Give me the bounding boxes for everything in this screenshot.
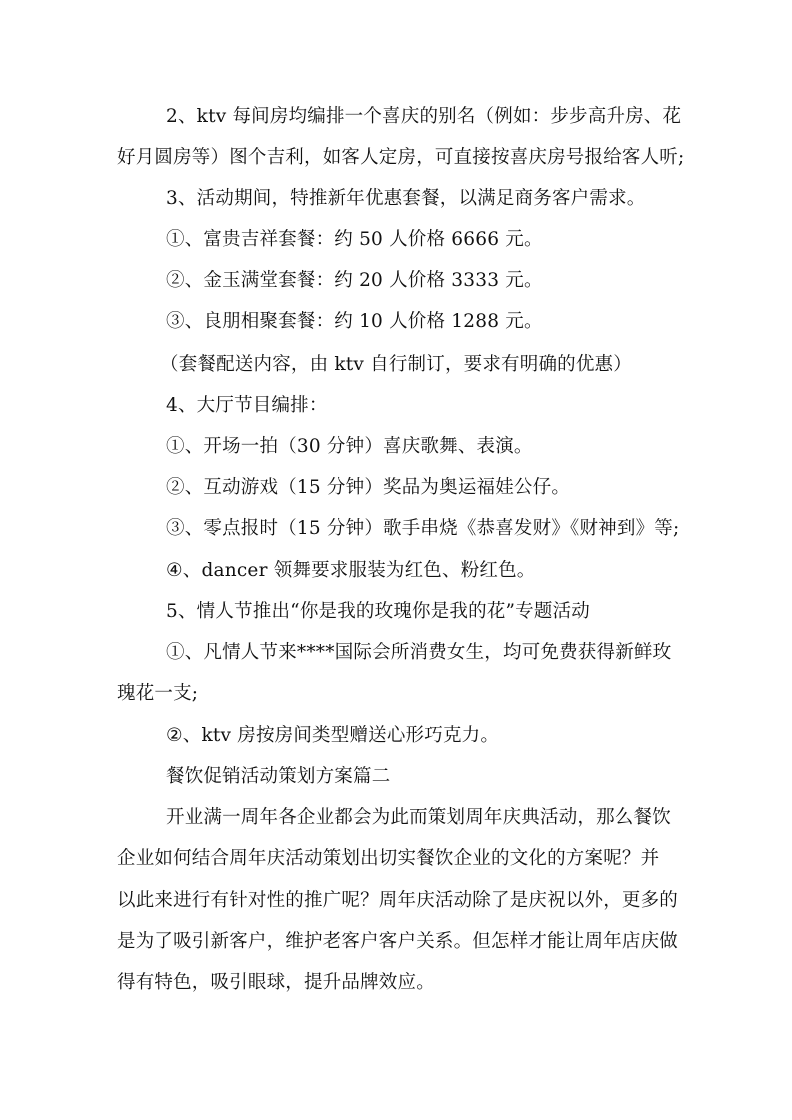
text-line-21: 是为了吸引新客户，维护老客户客户关系。但怎样才能让周年店庆做 <box>117 931 679 952</box>
text-line-16: ②、ktv 房按房间类型赠送心形巧克力。 <box>166 725 500 746</box>
text-line-15: 瑰花一支; <box>117 683 199 704</box>
text-line-1: 2、ktv 每间房均编排一个喜庆的别名（例如：步步高升房、花 <box>166 106 682 127</box>
text-line-7: （套餐配送内容，由 ktv 自行制订，要求有明确的优惠） <box>160 354 632 375</box>
text-line-19: 企业如何结合周年庆活动策划出切实餐饮企业的文化的方案呢？并 <box>117 848 660 869</box>
text-line-6: ③、良朋相聚套餐：约 10 人价格 1288 元。 <box>166 311 543 332</box>
text-line-3: 3、活动期间，特推新年优惠套餐，以满足商务客户需求。 <box>166 188 646 209</box>
text-line-2: 好月圆房等）图个吉利，如客人定房，可直接按喜庆房号报给客人听; <box>117 147 685 168</box>
text-line-11: ③、零点报时（15 分钟）歌手串烧《恭喜发财》《财神到》等; <box>166 518 680 539</box>
text-line-22: 得有特色，吸引眼球，提升品牌效应。 <box>117 972 435 993</box>
text-line-4: ①、富贵吉祥套餐：约 50 人价格 6666 元。 <box>166 229 543 250</box>
text-line-17: 餐饮促销活动策划方案篇二 <box>166 766 391 787</box>
text-line-20: 以此来进行有针对性的推广呢？周年庆活动除了是庆祝以外，更多的 <box>117 890 679 911</box>
text-line-5: ②、金玉满堂套餐：约 20 人价格 3333 元。 <box>166 270 543 291</box>
text-line-14: ①、凡情人节来****国际会所消费女生，均可免费获得新鲜玫 <box>166 642 672 663</box>
text-line-10: ②、互动游戏（15 分钟）奖品为奥运福娃公仔。 <box>166 477 571 498</box>
text-line-12: ④、dancer 领舞要求服装为红色、粉红色。 <box>166 560 536 581</box>
text-line-18: 开业满一周年各企业都会为此而策划周年庆典活动，那么餐饮 <box>166 807 671 828</box>
text-line-9: ①、开场一拍（30 分钟）喜庆歌舞、表演。 <box>166 436 533 457</box>
text-line-8: 4、大厅节目编排： <box>166 395 328 416</box>
text-line-13: 5、情人节推出“你是我的玫瑰你是我的花”专题活动 <box>166 601 590 622</box>
